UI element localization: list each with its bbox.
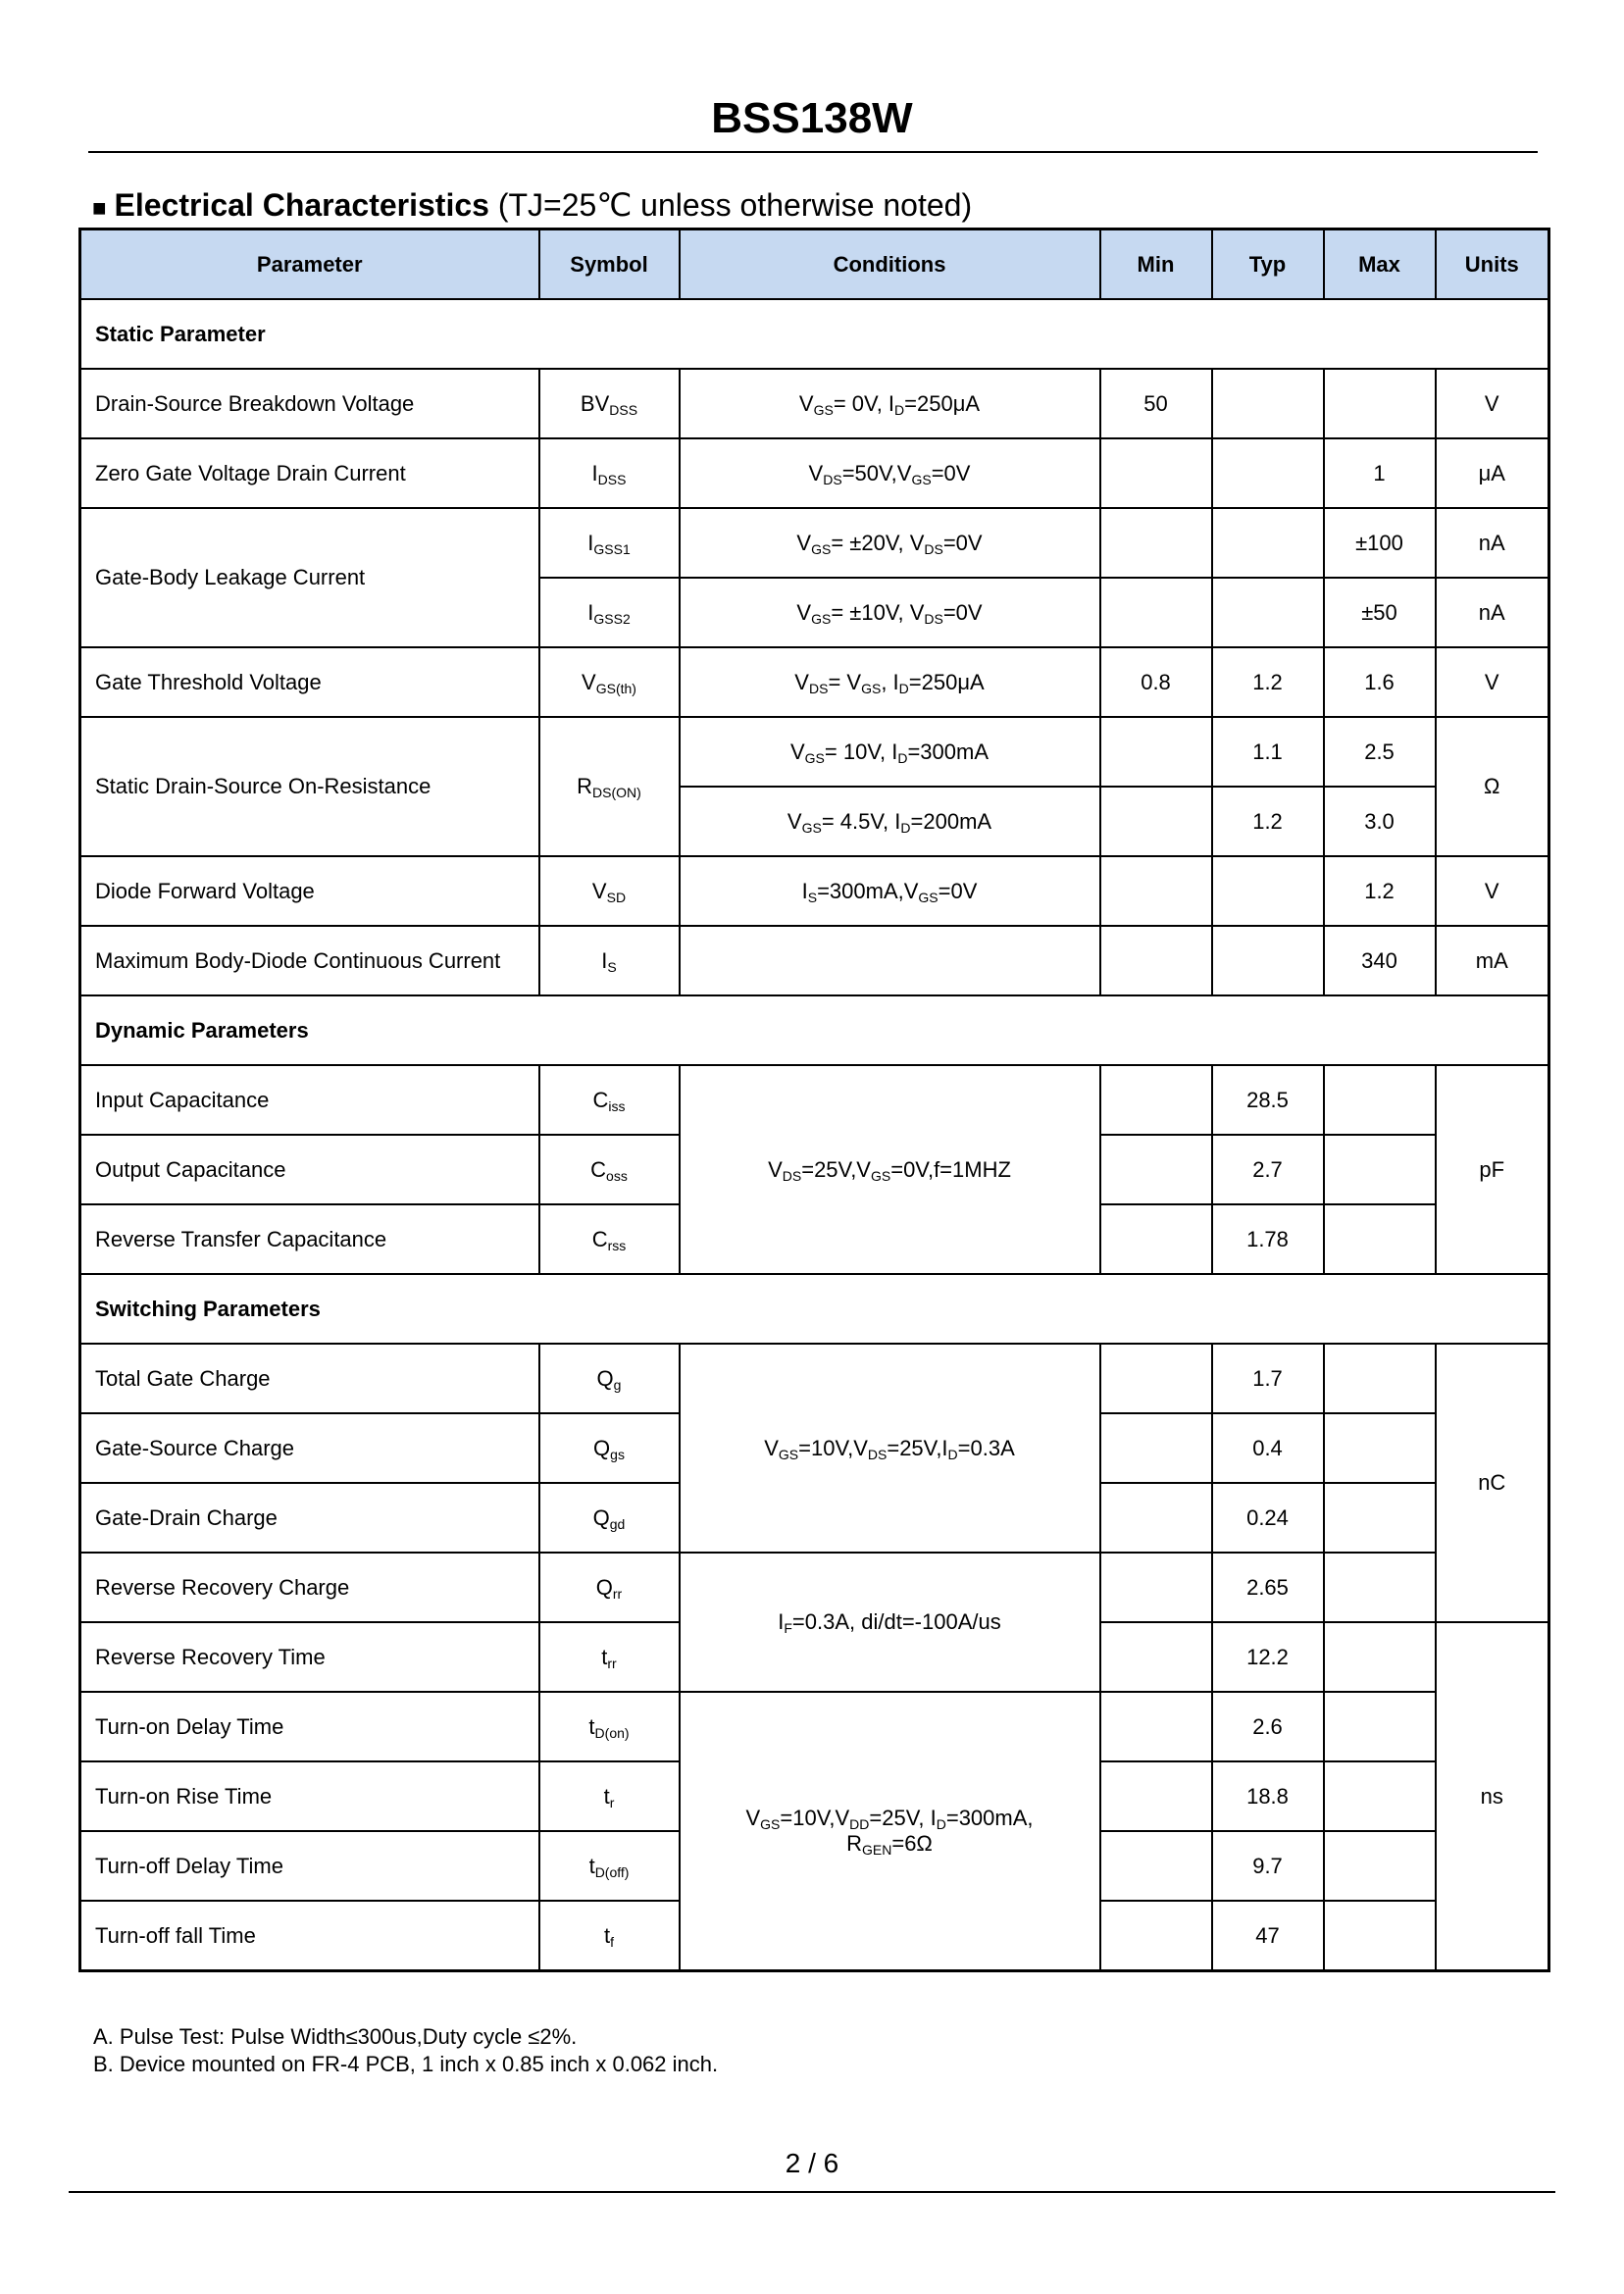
param-cell: Static Drain-Source On-Resistance [80,717,539,856]
conditions-cell: $I_S=300mA,V_{GS}=0V$ [680,856,1100,926]
max-cell [1324,1135,1436,1204]
footnote-b: B. Device mounted on FR-4 PCB, 1 inch x 0.85 inch x 0.062 inch. [93,2052,719,2076]
symbol-cell: $I_{GSS1}$ [539,508,680,578]
footer-rule [69,2191,1555,2193]
page-number: 2 / 6 [785,2148,839,2178]
typ-cell [1212,856,1324,926]
min-cell [1100,1692,1212,1761]
min-cell [1100,1135,1212,1204]
typ-cell: 1.7 [1212,1344,1324,1413]
header-typ: Typ [1212,229,1324,300]
min-cell [1100,578,1212,647]
min-cell [1100,926,1212,995]
param-cell: Gate-Drain Charge [80,1483,539,1553]
section-switching: Switching Parameters [80,1274,1549,1344]
conditions-cell: $V_{GS}= 10V$, $I_D=300mA$ [680,717,1100,787]
param-cell: Turn-off fall Time [80,1901,539,1971]
header-min: Min [1100,229,1212,300]
min-cell [1100,1831,1212,1901]
units-cell: ns [1436,1622,1549,1971]
units-cell: nA [1436,508,1549,578]
section-condition: (TJ=25℃ unless otherwise noted) [497,187,973,223]
min-cell [1100,1901,1212,1971]
symbol-cell: $Q_{rr}$ [539,1553,680,1622]
typ-cell: 18.8 [1212,1761,1324,1831]
min-cell [1100,1622,1212,1692]
symbol-cell: $t_{D(on)}$ [539,1692,680,1761]
symbol-cell: $t_f$ [539,1901,680,1971]
param-cell: Total Gate Charge [80,1344,539,1413]
min-cell [1100,1065,1212,1135]
units-cell: nC [1436,1344,1549,1622]
table-row [80,1344,1549,1413]
symbol-cell: $C_{oss}$ [539,1135,680,1204]
units-cell: V [1436,369,1549,438]
symbol-cell: $Q_{gs}$ [539,1413,680,1483]
param-cell: Reverse Recovery Charge [80,1553,539,1622]
table-row [80,1692,1549,1761]
symbol-cell: $t_{D(off)}$ [539,1831,680,1901]
typ-cell [1212,508,1324,578]
section-row [80,299,1549,369]
max-cell: 1 [1324,438,1436,508]
param-cell: Maximum Body-Diode Continuous Current [80,926,539,995]
min-cell [1100,508,1212,578]
max-cell: 1.6 [1324,647,1436,717]
symbol-cell: $I_{DSS}$ [539,438,680,508]
param-cell: Reverse Recovery Time [80,1622,539,1692]
conditions-cell: $V_{GS}= 4.5V$, $I_D=200mA$ [680,787,1100,856]
units-cell: V [1436,647,1549,717]
param-cell: Turn-on Rise Time [80,1761,539,1831]
units-cell: Ω [1436,717,1549,856]
symbol-cell: $C_{iss}$ [539,1065,680,1135]
typ-cell: 47 [1212,1901,1324,1971]
conditions-cell: $V_{GS}= \pm 10V$, $V_{DS}=0V$ [680,578,1100,647]
max-cell [1324,1692,1436,1761]
footnote-a: A. Pulse Test: Pulse Width≤300us,Duty cycle ≤2%. [93,2024,578,2049]
conditions-cell: $V_{DS}=50V,V_{GS}=0V$ [680,438,1100,508]
document-title: BSS138W [711,94,913,142]
section-row [80,1274,1549,1344]
table-row [80,1065,1549,1135]
typ-cell [1212,369,1324,438]
symbol-cell: $V_{GS(th)}$ [539,647,680,717]
table-row [80,647,1549,717]
max-cell: 3.0 [1324,787,1436,856]
max-cell [1324,1761,1436,1831]
typ-cell [1212,438,1324,508]
header-max: Max [1324,229,1436,300]
param-cell: Diode Forward Voltage [80,856,539,926]
typ-cell: 0.4 [1212,1413,1324,1483]
param-cell: Turn-off Delay Time [80,1831,539,1901]
square-bullet-icon: ■ [92,195,107,222]
section-row [80,995,1549,1065]
min-cell [1100,1344,1212,1413]
units-cell: nA [1436,578,1549,647]
conditions-cell: $V_{GS}=10V,V_{DD}=25V$, $I_D=300mA$, $R_{GEN}=6\Omega$ [680,1692,1100,1971]
param-cell: Gate Threshold Voltage [80,647,539,717]
max-cell [1324,1483,1436,1553]
param-cell: Output Capacitance [80,1135,539,1204]
table-row [80,926,1549,995]
conditions-cell: $V_{GS}=10V,V_{DS}=25V,I_D=0.3A$ [680,1344,1100,1553]
conditions-cell: $I_F=0.3A$, di/dt=-100A/us [680,1553,1100,1692]
max-cell: ±50 [1324,578,1436,647]
typ-cell [1212,926,1324,995]
max-cell: ±100 [1324,508,1436,578]
header-symbol: Symbol [539,229,680,300]
table-row [80,369,1549,438]
min-cell [1100,1483,1212,1553]
max-cell: 2.5 [1324,717,1436,787]
table-row [80,438,1549,508]
min-cell [1100,1761,1212,1831]
typ-cell: 0.24 [1212,1483,1324,1553]
section-dynamic: Dynamic Parameters [80,995,1549,1065]
max-cell [1324,1204,1436,1274]
symbol-cell: $t_r$ [539,1761,680,1831]
typ-cell: 1.2 [1212,787,1324,856]
table-row [80,1553,1549,1622]
typ-cell: 1.1 [1212,717,1324,787]
conditions-cell: $V_{DS}=25V,V_{GS}=0V,f=1MHZ$ [680,1065,1100,1274]
electrical-characteristics-table [78,228,1550,1972]
max-cell [1324,1901,1436,1971]
symbol-cell: $I_{GSS2}$ [539,578,680,647]
min-cell: 0.8 [1100,647,1212,717]
typ-cell: 9.7 [1212,1831,1324,1901]
symbol-cell: $C_{rss}$ [539,1204,680,1274]
param-cell: Input Capacitance [80,1065,539,1135]
symbol-cell: $Q_{gd}$ [539,1483,680,1553]
max-cell: 1.2 [1324,856,1436,926]
table-row [80,856,1549,926]
symbol-cell: $Q_g$ [539,1344,680,1413]
max-cell [1324,1831,1436,1901]
typ-cell: 2.65 [1212,1553,1324,1622]
min-cell: 50 [1100,369,1212,438]
section-static: Static Parameter [80,299,1549,369]
typ-cell: 2.6 [1212,1692,1324,1761]
min-cell [1100,1553,1212,1622]
param-cell: Reverse Transfer Capacitance [80,1204,539,1274]
typ-cell: 2.7 [1212,1135,1324,1204]
conditions-cell [680,926,1100,995]
param-cell: Gate-Body Leakage Current [80,508,539,647]
min-cell [1100,438,1212,508]
units-cell: pF [1436,1065,1549,1274]
param-cell: Turn-on Delay Time [80,1692,539,1761]
min-cell [1100,787,1212,856]
symbol-cell: $R_{DS(ON)}$ [539,717,680,856]
min-cell [1100,717,1212,787]
typ-cell: 12.2 [1212,1622,1324,1692]
header-conditions: Conditions [680,229,1100,300]
min-cell [1100,1204,1212,1274]
header-parameter: Parameter [80,229,539,300]
max-cell [1324,1622,1436,1692]
table-row [80,717,1549,787]
param-cell: Gate-Source Charge [80,1413,539,1483]
header-rule [88,151,1538,153]
symbol-cell: $V_{SD}$ [539,856,680,926]
footnotes [93,2023,718,2078]
symbol-cell: $BV_{DSS}$ [539,369,680,438]
symbol-cell: $I_S$ [539,926,680,995]
units-cell: V [1436,856,1549,926]
units-cell: μA [1436,438,1549,508]
min-cell [1100,856,1212,926]
max-cell [1324,369,1436,438]
typ-cell: 1.78 [1212,1204,1324,1274]
min-cell [1100,1413,1212,1483]
conditions-cell: $V_{GS}= 0V$, $I_D=250\mu A$ [680,369,1100,438]
max-cell [1324,1344,1436,1413]
conditions-cell: $V_{GS}= \pm 20V$, $V_{DS}=0V$ [680,508,1100,578]
max-cell [1324,1413,1436,1483]
section-title: Electrical Characteristics [114,187,489,223]
table-row [80,508,1549,578]
conditions-cell: $V_{DS}= V_{GS}$, $I_D=250\mu A$ [680,647,1100,717]
max-cell [1324,1065,1436,1135]
typ-cell: 1.2 [1212,647,1324,717]
units-cell: mA [1436,926,1549,995]
max-cell: 340 [1324,926,1436,995]
typ-cell: 28.5 [1212,1065,1324,1135]
typ-cell [1212,578,1324,647]
param-cell: Zero Gate Voltage Drain Current [80,438,539,508]
header-units: Units [1436,229,1549,300]
param-cell: Drain-Source Breakdown Voltage [80,369,539,438]
symbol-cell: $t_{rr}$ [539,1622,680,1692]
section-heading [92,186,972,224]
table-header-row [80,229,1549,300]
max-cell [1324,1553,1436,1622]
